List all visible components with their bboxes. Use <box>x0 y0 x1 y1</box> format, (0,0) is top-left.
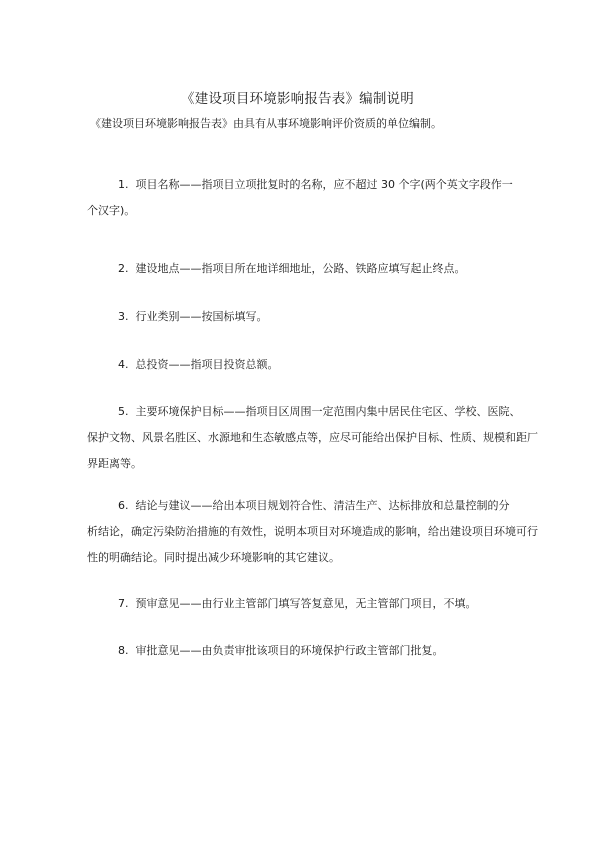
item-number: 2. <box>118 262 129 275</box>
item-number: 6. <box>118 499 129 512</box>
item-text: 总投资——指项目投资总额。 <box>135 358 279 371</box>
list-item <box>90 304 545 330</box>
document-title: 《建设项目环境影响报告表》编制说明 <box>181 91 414 107</box>
item-number: 7. <box>118 597 129 610</box>
item-number: 1. <box>118 178 129 191</box>
list-item <box>90 352 545 378</box>
item-text: 主要环境保护目标——指项目区周围一定范围内集中居民住宅区、学校、医院、 <box>135 405 521 418</box>
list-item <box>90 638 545 664</box>
item-text: 行业类别——按国标填写。 <box>135 310 268 323</box>
item-text: 审批意见——由负责审批该项目的环境保护行政主管部门批复。 <box>135 644 444 657</box>
item-text: 建设地点——指项目所在地详细地址，公路、铁路应填写起止终点。 <box>135 262 466 275</box>
list-item <box>87 172 545 224</box>
list-item <box>87 399 545 477</box>
list-item <box>90 591 545 617</box>
item-number: 5. <box>118 405 129 418</box>
item-text: 结论与建议——给出本项目规划符合性、清洁生产、达标排放和总量控制的分 <box>135 499 510 512</box>
item-text-continued: 保护文物、风景名胜区、水源地和生态敏感点等，应尽可能给出保护目标、性质、规模和距厂界距离等。 <box>87 431 538 470</box>
item-number: 8. <box>118 644 129 657</box>
item-text: 预审意见——由行业主管部门填写答复意见，无主管部门项目，不填。 <box>135 597 477 610</box>
list-item <box>87 493 545 571</box>
item-text-continued: 个汉字)。 <box>87 204 136 217</box>
item-number: 4. <box>118 358 129 371</box>
item-text: 项目名称——指项目立项批复时的名称，应不超过 30 个字(两个英文字段作一 <box>135 178 513 191</box>
item-text-continued: 析结论，确定污染防治措施的有效性，说明本项目对环境造成的影响，给出建设项目环境可行性的明确结论。同时提出减少环境影响的其它建议。 <box>87 525 538 564</box>
item-number: 3. <box>118 310 129 323</box>
list-item <box>90 256 545 282</box>
document-subtitle: 《建设项目环境影响报告表》由具有从事环境影响评价资质的单位编制。 <box>90 117 442 130</box>
